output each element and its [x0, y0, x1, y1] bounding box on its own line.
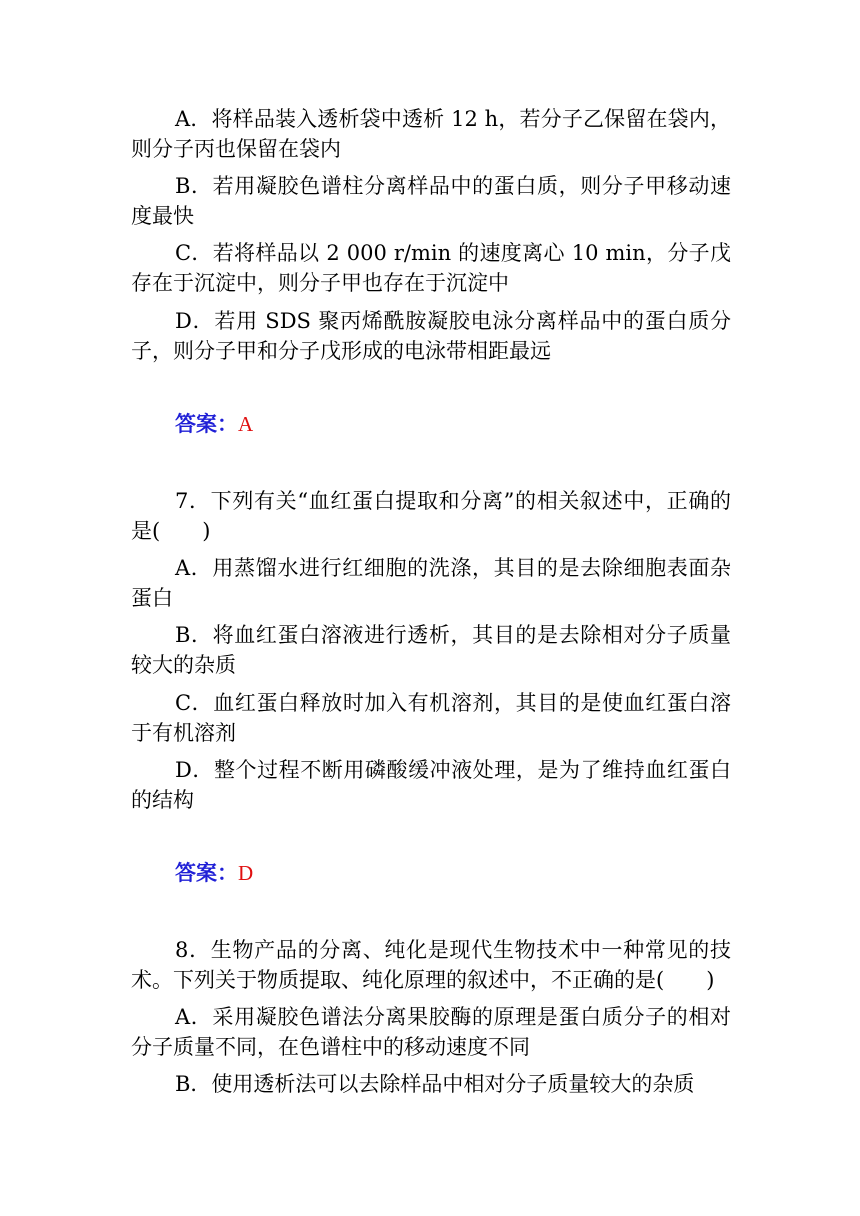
q7-answer-label: 答案： — [175, 861, 238, 885]
q8-stem: 8．生物产品的分离、纯化是现代生物技术中一种常见的技术。下列关于物质提取、纯化原理的叙述中，不正确的是( ) — [131, 938, 731, 992]
q6-option-b: B．若用凝胶色谱柱分离样品中的蛋白质，则分子甲移动速度最快 — [131, 174, 731, 228]
q7-answer — [175, 858, 253, 888]
q7-stem: 7．下列有关“血红蛋白提取和分离”的相关叙述中，正确的是( ) — [131, 489, 731, 543]
q7-option-d: D．整个过程不断用磷酸缓冲液处理，是为了维持血红蛋白的结构 — [131, 758, 731, 812]
q6-option-d: D．若用 SDS 聚丙烯酰胺凝胶电泳分离样品中的蛋白质分子，则分子甲和分子戊形成的电泳带相距最远 — [131, 309, 731, 363]
q6-answer — [175, 409, 253, 439]
q6-option-a: A．将样品装入透析袋中透析 12 h，若分子乙保留在袋内，则分子丙也保留在袋内 — [131, 107, 731, 161]
q8-option-b: B．使用透析法可以去除样品中相对分子质量较大的杂质 — [175, 1072, 695, 1096]
q6-answer-label: 答案： — [175, 412, 238, 436]
q7-answer-value: D — [238, 861, 254, 885]
q6-answer-value: A — [238, 412, 254, 436]
q7-option-b: B．将血红蛋白溶液进行透析，其目的是去除相对分子质量较大的杂质 — [131, 623, 731, 677]
q8-option-a: A．采用凝胶色谱法分离果胶酶的原理是蛋白质分子的相对分子质量不同，在色谱柱中的移动速度不同 — [131, 1005, 731, 1059]
q6-option-c: C．若将样品以 2 000 r/min 的速度离心 10 min，分子戊存在于沉淀中，则分子甲也存在于沉淀中 — [131, 241, 731, 295]
q7-option-a: A．用蒸馏水进行红细胞的洗涤，其目的是去除细胞表面杂蛋白 — [131, 556, 731, 610]
q7-option-c: C．血红蛋白释放时加入有机溶剂，其目的是使血红蛋白溶于有机溶剂 — [131, 691, 731, 745]
